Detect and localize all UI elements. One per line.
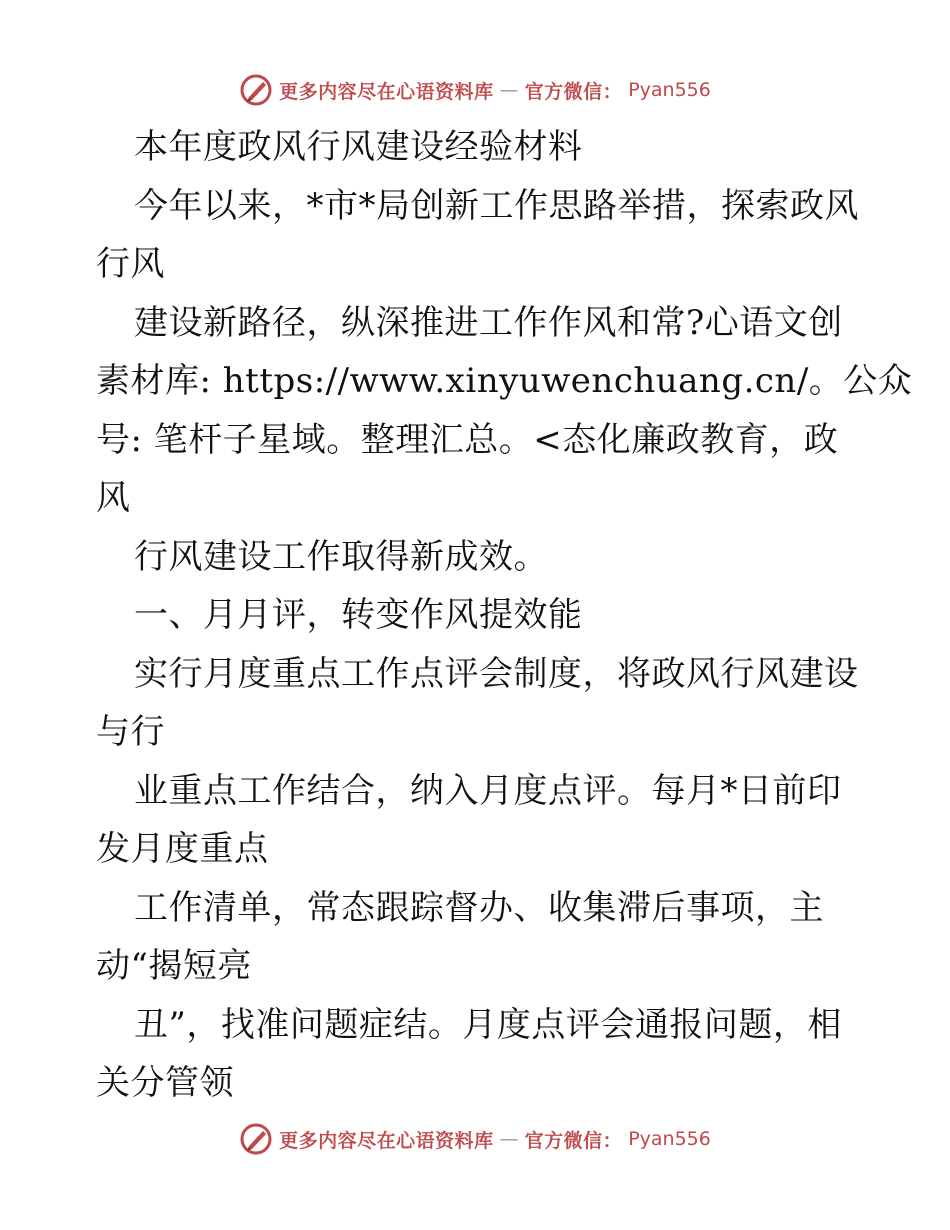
paragraph-line: 关分管领	[96, 1063, 234, 1103]
watermark-text: 更多内容尽在心语资料库	[279, 80, 494, 103]
paragraph-line: 行风	[96, 244, 165, 284]
header-watermark	[0, 72, 950, 108]
footer-watermark	[0, 1121, 950, 1157]
paragraph-line: 丑”，找准问题症结。月度点评会通报问题，相	[134, 1004, 842, 1045]
paragraph-line: 发月度重点	[96, 829, 269, 869]
paragraph-line: 建设新路径，纵深推进工作作风和常?心语文创	[134, 302, 843, 343]
watermark-separator: —	[499, 1128, 519, 1150]
watermark-suffix: 官方微信：	[524, 1129, 623, 1152]
paragraph-line: 工作清单，常态跟踪督办、收集滞后事项，主	[134, 887, 824, 928]
paragraph-line: 动“揭短亮	[96, 946, 252, 986]
watermark-id: Pyan556	[628, 79, 711, 101]
watermark-text: 更多内容尽在心语资料库	[279, 1129, 494, 1152]
paragraph-line: 与行	[96, 712, 165, 752]
section-heading: 一、月月评，转变作风提效能	[134, 595, 583, 635]
watermark-id: Pyan556	[628, 1128, 711, 1150]
document-body	[96, 118, 913, 1113]
watermark-separator: —	[499, 79, 519, 101]
document-title: 本年度政风行风建设经验材料	[134, 127, 583, 167]
paragraph-line: 业重点工作结合，纳入月度点评。每月*日前印	[134, 770, 842, 811]
paragraph-line: 风	[96, 478, 131, 518]
paragraph-line: 素材库: https://www.xinyuwenchuang.cn/。公众	[96, 361, 913, 401]
watermark-suffix: 官方微信：	[524, 80, 623, 103]
paragraph-line: 实行月度重点工作点评会制度，将政风行风建设	[134, 653, 859, 694]
paragraph-line: 今年以来，*市*局创新工作思路举措，探索政风	[134, 185, 859, 226]
brand-logo-icon	[239, 1122, 273, 1156]
paragraph-line: 号: 笔杆子星域。整理汇总。<态化廉政教育，政	[96, 419, 839, 460]
brand-logo-icon	[239, 73, 273, 107]
paragraph-line: 行风建设工作取得新成效。	[134, 536, 548, 577]
